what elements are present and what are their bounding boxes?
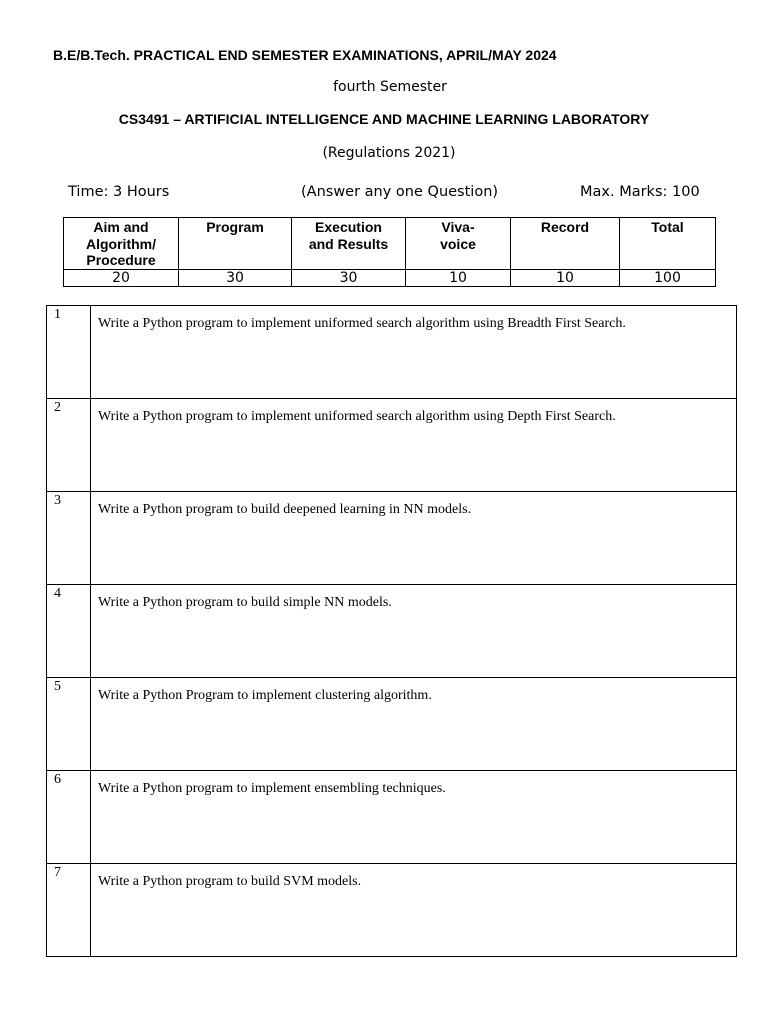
marks-header-line: Record [540, 219, 590, 235]
question-text: Write a Python Program to implement clustering algorithm. [91, 678, 737, 771]
marks-header-line: Total [651, 219, 684, 235]
marks-header-line: voice [440, 235, 476, 252]
question-number: 6 [47, 771, 91, 864]
marks-value-execution: 30 [292, 270, 406, 287]
marks-header-total [620, 218, 716, 270]
question-row [47, 585, 737, 678]
question-row [47, 771, 737, 864]
marks-header-line: Aim and [93, 219, 149, 235]
question-number: 7 [47, 864, 91, 957]
marks-header-program [179, 218, 292, 270]
marks-header-execution [292, 218, 406, 270]
question-number: 1 [47, 306, 91, 399]
question-text: Write a Python program to build SVM models. [91, 864, 737, 957]
question-row [47, 678, 737, 771]
marks-value-aim: 20 [64, 270, 179, 287]
course-title: CS3491 – ARTIFICIAL INTELLIGENCE AND MACHINE LEARNING LABORATORY [118, 111, 650, 127]
marks-header-row [64, 218, 716, 270]
question-text: Write a Python program to build simple NN models. [91, 585, 737, 678]
marks-header-line: Program [206, 219, 264, 235]
question-number: 3 [47, 492, 91, 585]
marks-header-line: Algorithm/ [86, 235, 156, 252]
question-row [47, 864, 737, 957]
marks-header-viva [406, 218, 511, 270]
marks-value-total: 100 [620, 270, 716, 287]
marks-values-row [64, 270, 716, 287]
exam-duration: Time: 3 Hours [68, 184, 170, 200]
marks-header-aim [64, 218, 179, 270]
marks-distribution-table [63, 217, 716, 287]
semester-label: fourth Semester [333, 79, 447, 95]
marks-header-line: and Results [308, 235, 389, 252]
max-marks: Max. Marks: 100 [580, 184, 700, 200]
question-row [47, 306, 737, 399]
marks-header-line: Execution [315, 219, 382, 235]
question-number: 2 [47, 399, 91, 492]
question-text: Write a Python program to build deepened learning in NN models. [91, 492, 737, 585]
question-text: Write a Python program to implement ensembling techniques. [91, 771, 737, 864]
question-text: Write a Python program to implement uniformed search algorithm using Depth First Search. [91, 399, 737, 492]
marks-value-viva: 10 [406, 270, 511, 287]
exam-title: B.E/B.Tech. PRACTICAL END SEMESTER EXAMINATIONS, APRIL/MAY 2024 [53, 47, 557, 63]
marks-value-record: 10 [511, 270, 620, 287]
regulations-label: (Regulations 2021) [322, 145, 456, 161]
marks-header-line: Viva- [441, 219, 475, 235]
question-number: 5 [47, 678, 91, 771]
question-text: Write a Python program to implement uniformed search algorithm using Breadth First Search. [91, 306, 737, 399]
marks-header-line: Procedure [86, 252, 156, 268]
question-row [47, 399, 737, 492]
question-number: 4 [47, 585, 91, 678]
question-row [47, 492, 737, 585]
marks-value-program: 30 [179, 270, 292, 287]
answer-instruction: (Answer any one Question) [301, 184, 499, 200]
questions-table [46, 305, 737, 957]
marks-header-record [511, 218, 620, 270]
